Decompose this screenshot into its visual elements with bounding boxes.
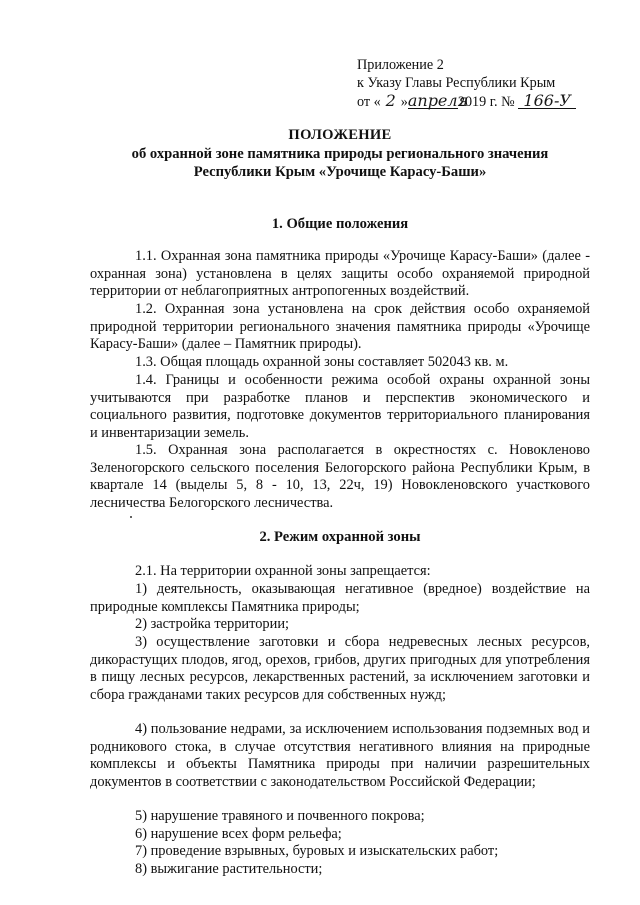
handwritten-day: 2 — [385, 91, 396, 110]
list-item: 5) нарушение травяного и почвенного покрова; — [135, 808, 425, 824]
section-1-heading: 1. Общие положения — [271, 216, 409, 232]
appendix-year: 2019 г. № — [457, 94, 515, 110]
appendix-line-1: Приложение 2 — [357, 57, 444, 73]
list-item: 4) пользование недрами, за исключением использования подземных вод и родникового стока, в случае отсутствия негативного влияния на природные комплексы и объекты Памятника природы при наличии разрешительных документов в соответствии с законодательством Российской Федерации; — [90, 721, 590, 790]
list-item: 7) проведение взрывных, буровых и изыскательских работ; — [135, 843, 499, 859]
document-subtitle-line-1: об охранной зоне памятника природы регионального значения — [131, 146, 549, 162]
paragraph-1-3: 1.3. Общая площадь охранной зоны составляет 502043 кв. м. — [135, 354, 509, 370]
paragraph-1-5: 1.5. Охранная зона располагается в окрестностях с. Новокленово Зеленогорского сельского поселения Белогорского района Республики Крым, в квартале 14 (выделы 5, 8 - 10, 13, 22ч, 19) Новокленовского участкового лесничества Белогорского лесничества. — [90, 442, 590, 511]
handwritten-number: 166-У — [518, 93, 576, 109]
list-item: 1) деятельность, оказывающая негативное (вредное) воздействие на природные комплексы Памятника природы; — [90, 581, 590, 615]
stray-dot — [130, 516, 132, 518]
list-item: 3) осуществление заготовки и сбора недревесных лесных ресурсов, дикорастущих плодов, ягод, орехов, грибов, других пригодных для употребления в пищу лесных ресурсов, лекарственных растений, за исключением заготовки и сбора гражданами таких ресурсов для собственных нужд; — [90, 634, 590, 703]
paragraph-2-1: 2.1. На территории охранной зоны запрещается: — [135, 563, 431, 579]
document-title: ПОЛОЖЕНИЕ — [288, 127, 392, 143]
appendix-mid: » — [400, 94, 408, 110]
paragraph-1-1: 1.1. Охранная зона памятника природы «Урочище Карасу-Баши» (далее - охранная зона) установлена в целях защиты особо охраняемой природной территории от неблагоприятных антропогенных воздействий. — [90, 248, 590, 300]
document-subtitle-line-2: Республики Крым «Урочище Карасу-Баши» — [193, 164, 487, 180]
handwritten-month: апреля — [407, 91, 469, 110]
appendix-block — [357, 56, 576, 111]
list-item: 8) выжигание растительности; — [135, 861, 323, 877]
section-2-heading: 2. Режим охранной зоны — [259, 529, 421, 545]
list-item: 6) нарушение всех форм рельефа; — [135, 826, 342, 842]
appendix-line-3 — [357, 92, 576, 111]
appendix-line-2: к Указу Главы Республики Крым — [357, 75, 556, 91]
appendix-prefix: от « — [357, 94, 381, 110]
paragraph-1-2: 1.2. Охранная зона установлена на срок действия особо охраняемой природной территории регионального значения памятника природы «Урочище Карасу-Баши» (далее – Памятник природы). — [90, 301, 590, 353]
paragraph-1-4: 1.4. Границы и особенности режима особой охраны охранной зоны учитываются при разработке планов и перспектив экономического и социального развития, подготовке документов территориального планирования и инвентаризации земель. — [90, 372, 590, 441]
list-item: 2) застройка территории; — [135, 616, 290, 632]
